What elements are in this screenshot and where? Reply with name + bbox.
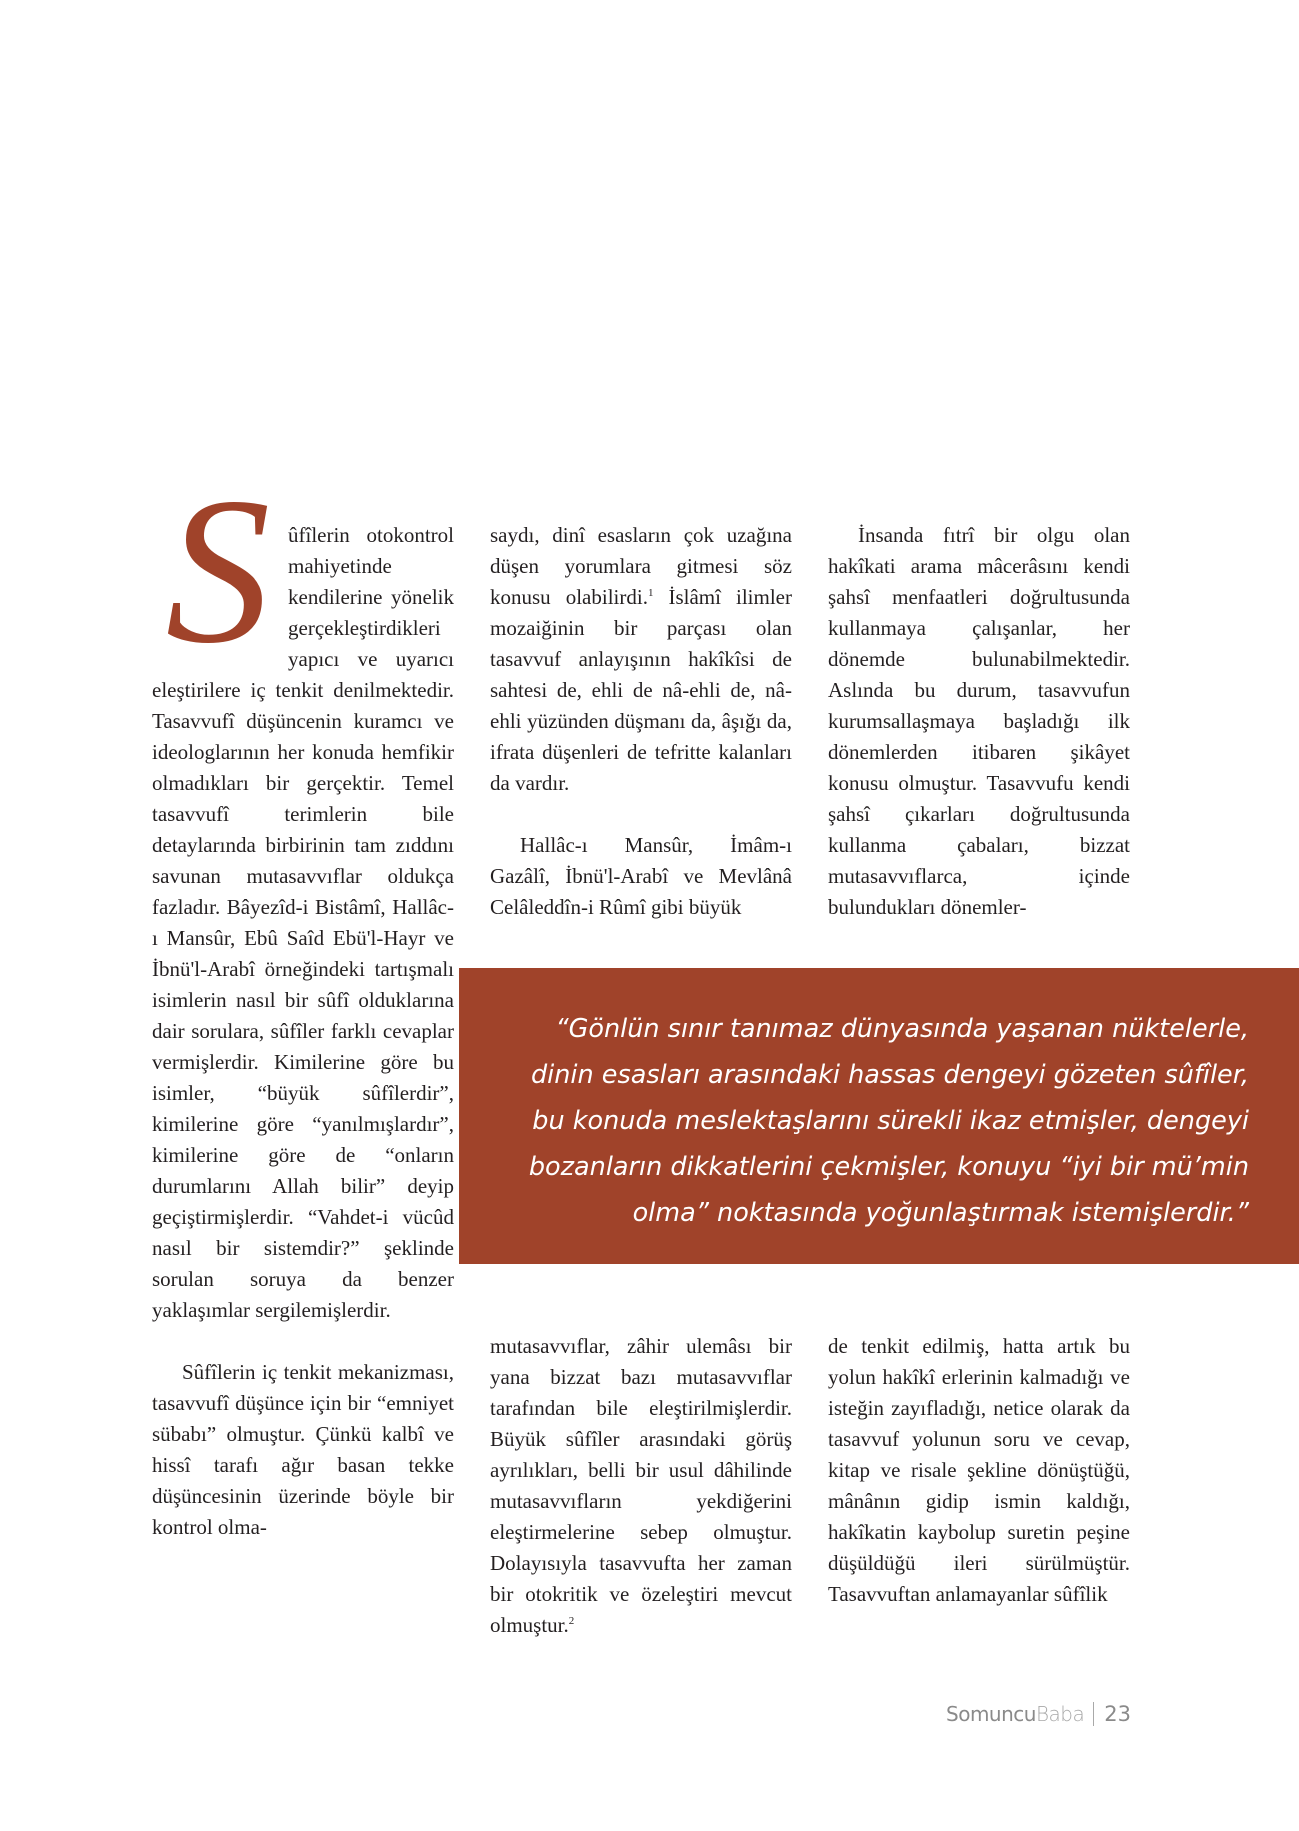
column-right-top	[828, 520, 1130, 923]
column-middle-top	[490, 520, 792, 923]
page-footer	[946, 1702, 1131, 1726]
page-number: 23	[1104, 1702, 1131, 1726]
column-middle-paragraph-1-text-b: İslâmî ilimler mozaiğinin bir parçası olan tasavvuf anlayışının hakîkîsi de sahtesi de, ehli de nâ-ehli de, nâ-ehli yüzünden düşmanı da, âşığı da, ifrata düşenleri de tefritte kalanları da vardır.	[490, 585, 792, 795]
column-middle-bottom-paragraph	[490, 1331, 792, 1641]
pull-quote-text: “Gönlün sınır tanımaz dünyasında yaşanan nüktelerle, dinin esasları arasındaki hassas dengeyi gözeten sûfîler, bu konuda meslektaşlarını sürekli ikaz etmişler, dengeyi bozanların dikkatlerini çekmişler, konuyu “iyi bir mü’min olma” noktasında yoğunlaştırmak istemişlerdir.”	[528, 1014, 1249, 1228]
column-right-bottom	[828, 1331, 1130, 1610]
column-right-bottom-paragraph: de tenkit edilmiş, hatta artık bu yolun hakîkî erlerinin kalmadığı ve isteğin zayıfladığı, netice olarak da tasavvuf yolunun soru ve cevap, kitap ve risale şekline dönüştüğü, mânânın gidip ismin kaldığı, hakîkatin kaybolup suretin peşine düşüldüğü ileri sürülmüştür. Tasavvuftan anlamayanlar sûfîlik	[828, 1334, 1130, 1606]
footnote-marker-1: 1	[647, 587, 654, 599]
pull-quote-box	[459, 968, 1299, 1264]
column-left	[152, 455, 454, 1543]
column-left-paragraph-2: Sûfîlerin iç tenkit mekanizması, tasavvufî düşünce için bir “emniyet sübabı” olmuştur. Çünkü kalbî ve hissî tarafı ağır basan tekke düşüncesinin üzerinde böyle bir kontrol olma-	[152, 1360, 454, 1539]
column-left-paragraph-1: ûfîlerin otokontrol mahiyetinde kendilerine yönelik gerçekleştirdikleri yapıcı ve uyarıcı eleştirilere iç tenkit denilmektedir. Tasavvufî düşüncenin kuramcı ve ideologlarının her konuda hemfikir olmadıkları bir gerçektir. Temel tasavvufî terimlerin bile detaylarında birbirinin tam zıddını savunan mutasavvıflar oldukça fazladır. Bâyezîd-i Bistâmî, Hallâc-ı Mansûr, Ebû Saîd Ebü'l-Hayr ve İbnü'l-Arabî örneğindeki tartışmalı isimlerin nasıl bir sûfî olduklarına dair sorulara, sûfîler farklı cevaplar vermişlerdir. Kimilerine göre bu isimler, “büyük sûfîlerdir”, kimilerine göre “yanılmışlardır”, kimilerine göre de “onların durumlarını Allah bilir” deyip geçiştirmişlerdir. “Vahdet-i vücûd nasıl bir sistemdir?” şeklinde sorulan soruya da benzer yaklaşımlar sergilemişlerdir.	[152, 523, 454, 1322]
column-middle-paragraph-1	[490, 520, 792, 799]
drop-cap: S	[165, 455, 271, 687]
column-middle-bottom-text: mutasavvıflar, zâhir ulemâsı bir yana bizzat bazı mutasavvıflar tarafından bile eleştirilmişlerdir. Büyük sûfîler arasındaki görüş ayrılıkları, belli bir usul dâhilinde mutasavvıfların yekdiğerini eleştirmelerine sebep olmuştur. Dolayısıyla tasavvufta her zaman bir otokritik ve özeleştiri mevcut olmuştur.	[490, 1334, 792, 1637]
footer-divider	[1093, 1702, 1094, 1726]
footnote-marker-2: 2	[568, 1615, 575, 1627]
column-middle-paragraph-1-text-a: saydı, dinî esasların çok uzağına düşen yorumlara gitmesi söz konusu olabilirdi.	[490, 523, 792, 609]
column-middle-bottom	[490, 1331, 792, 1641]
column-middle-paragraph-2: Hallâc-ı Mansûr, İmâm-ı Gazâlî, İbnü'l-Arabî ve Mevlânâ Celâleddîn-i Rûmî gibi büyük	[490, 833, 792, 919]
magazine-brand-part2: Baba	[1035, 1702, 1085, 1726]
column-right-paragraph-1: İnsanda fıtrî bir olgu olan hakîkati arama mâcerâsını kendi şahsî menfaatleri doğrultusunda kullanmaya çalışanlar, her dönemde bulunabilmektedir. Aslında bu durum, tasavvufun kurumsallaşmaya başladığı ilk dönemlerden itibaren şikâyet konusu olmuştur. Tasavvufu kendi şahsî çıkarları doğrultusunda kullanma çabaları, bizzat mutasavvıflarca, içinde bulundukları dönemler-	[828, 523, 1130, 919]
magazine-brand-part1: Somuncu	[946, 1702, 1036, 1726]
